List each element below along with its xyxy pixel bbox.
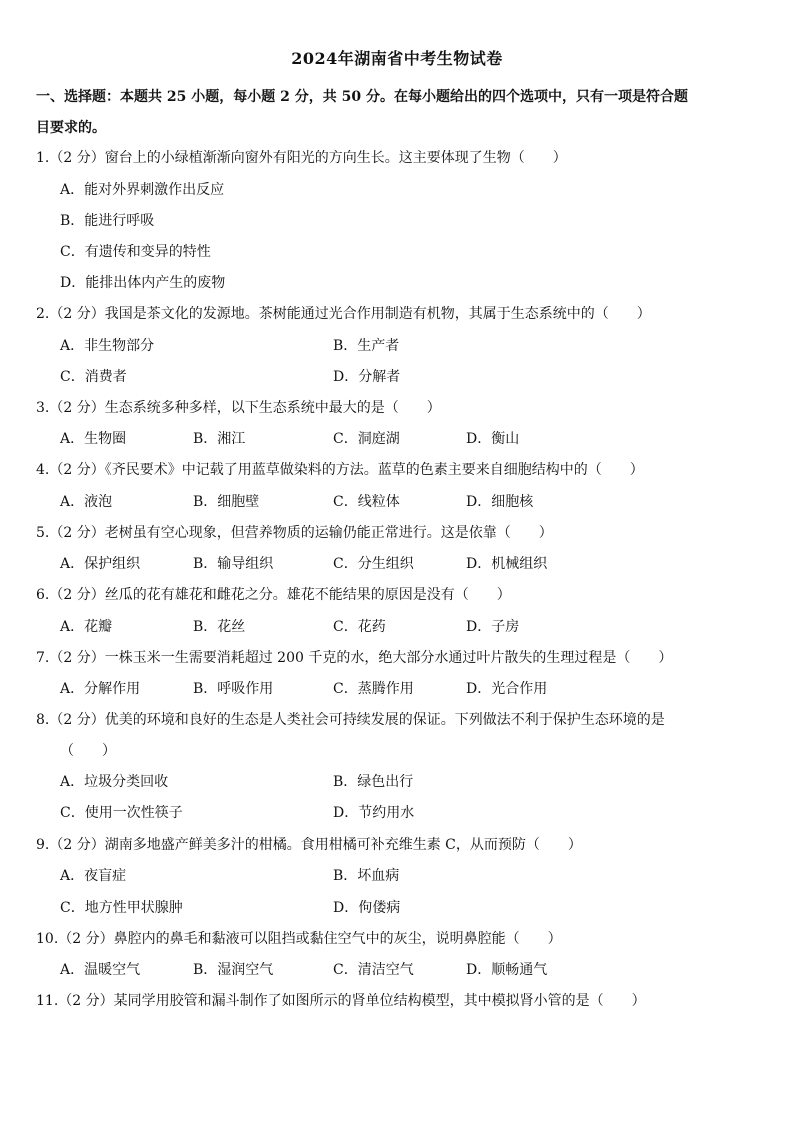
question-3-option-b: B．湘江 (193, 431, 246, 447)
question-1-option-c: C．有遗传和变异的特性 (60, 244, 211, 260)
question-6-stem: 6.（2 分）丝瓜的花有雄花和雌花之分。雄花不能结果的原因是没有（ ） (36, 587, 511, 603)
question-5-stem: 5.（2 分）老树虽有空心现象，但营养物质的运输仍能正常进行。这是依靠（ ） (36, 525, 553, 541)
question-6-option-a: A．花瓣 (60, 619, 113, 635)
question-6-option-c: C．花药 (333, 619, 386, 635)
question-10-stem: 10.（2 分）鼻腔内的鼻毛和黏液可以阻挡或黏住空气中的灰尘，说明鼻腔能（ ） (36, 931, 562, 947)
question-7-option-d: D．光合作用 (466, 681, 548, 697)
question-6-option-d: D．子房 (466, 619, 520, 635)
exam-title: 2024年湖南省中考生物试卷 (291, 49, 503, 68)
question-4-option-c: C．线粒体 (333, 494, 400, 510)
question-9-option-c: C．地方性甲状腺肿 (60, 900, 183, 916)
question-2-stem: 2.（2 分）我国是茶文化的发源地。茶树能通过光合作用制造有机物，其属于生态系统中的（ ） (36, 306, 651, 322)
question-1-option-a: A．能对外界刺激作出反应 (60, 182, 225, 198)
question-5-option-b: B．输导组织 (193, 556, 274, 572)
question-10-option-c: C．清洁空气 (333, 962, 414, 978)
question-9-option-b: B．坏血病 (333, 868, 400, 884)
question-2-option-b: B．生产者 (333, 338, 400, 354)
question-10-option-a: A．温暖空气 (60, 962, 141, 978)
question-7-option-b: B．呼吸作用 (193, 681, 274, 697)
question-11-stem: 11.（2 分）某同学用胶管和漏斗制作了如图所示的肾单位结构模型，其中模拟肾小管的是（ ） (36, 993, 646, 1009)
question-3-option-a: A．生物圈 (60, 431, 127, 447)
question-8-option-a: A．垃圾分类回收 (60, 774, 169, 790)
question-5-option-c: C．分生组织 (333, 556, 414, 572)
section-instructions-line2: 目要求的。 (36, 120, 106, 136)
question-1-option-b: B．能进行呼吸 (60, 213, 155, 229)
question-9-option-d: D．佝偻病 (333, 900, 401, 916)
question-3-option-c: C．洞庭湖 (333, 431, 400, 447)
question-10-option-b: B．湿润空气 (193, 962, 274, 978)
section-instructions-line1: 一、选择题：本题共 25 小题，每小题 2 分，共 50 分。在每小题给出的四个选项中，只有一项是符合题 (36, 89, 688, 105)
question-7-option-a: A．分解作用 (60, 681, 141, 697)
question-9-stem: 9.（2 分）湖南多地盛产鲜美多汁的柑橘。食用柑橘可补充维生素 C，从而预防（ ） (36, 837, 582, 853)
question-8-option-b: B．绿色出行 (333, 774, 414, 790)
question-7-option-c: C．蒸腾作用 (333, 681, 414, 697)
question-8-stem-continued: （ ） (60, 743, 116, 759)
question-8-stem: 8.（2 分）优美的环境和良好的生态是人类社会可持续发展的保证。下列做法不利于保护生态环境的是 (36, 712, 665, 728)
question-6-option-b: B．花丝 (193, 619, 246, 635)
question-4-stem: 4.（2 分）《齐民要术》中记载了用蓝草做染料的方法。蓝草的色素主要来自细胞结构中的（ ） (36, 462, 644, 478)
question-8-option-d: D．节约用水 (333, 805, 415, 821)
question-9-option-a: A．夜盲症 (60, 868, 127, 884)
question-4-option-a: A．液泡 (60, 494, 113, 510)
question-4-option-b: B．细胞壁 (193, 494, 260, 510)
question-3-option-d: D．衡山 (466, 431, 520, 447)
question-2-option-a: A．非生物部分 (60, 338, 155, 354)
question-8-option-c: C．使用一次性筷子 (60, 805, 183, 821)
question-1-stem: 1.（2 分）窗台上的小绿植渐渐向窗外有阳光的方向生长。这主要体现了生物（ ） (36, 150, 567, 166)
question-2-option-c: C．消费者 (60, 369, 127, 385)
question-2-option-d: D．分解者 (333, 369, 401, 385)
question-5-option-a: A．保护组织 (60, 556, 141, 572)
question-3-stem: 3.（2 分）生态系统多种多样，以下生态系统中最大的是（ ） (36, 400, 441, 416)
question-7-stem: 7.（2 分）一株玉米一生需要消耗超过 200 千克的水，绝大部分水通过叶片散失的生理过程是（ ） (36, 650, 673, 666)
question-4-option-d: D．细胞核 (466, 494, 534, 510)
question-1-option-d: D．能排出体内产生的废物 (60, 275, 226, 291)
question-10-option-d: D．顺畅通气 (466, 962, 548, 978)
question-5-option-d: D．机械组织 (466, 556, 548, 572)
